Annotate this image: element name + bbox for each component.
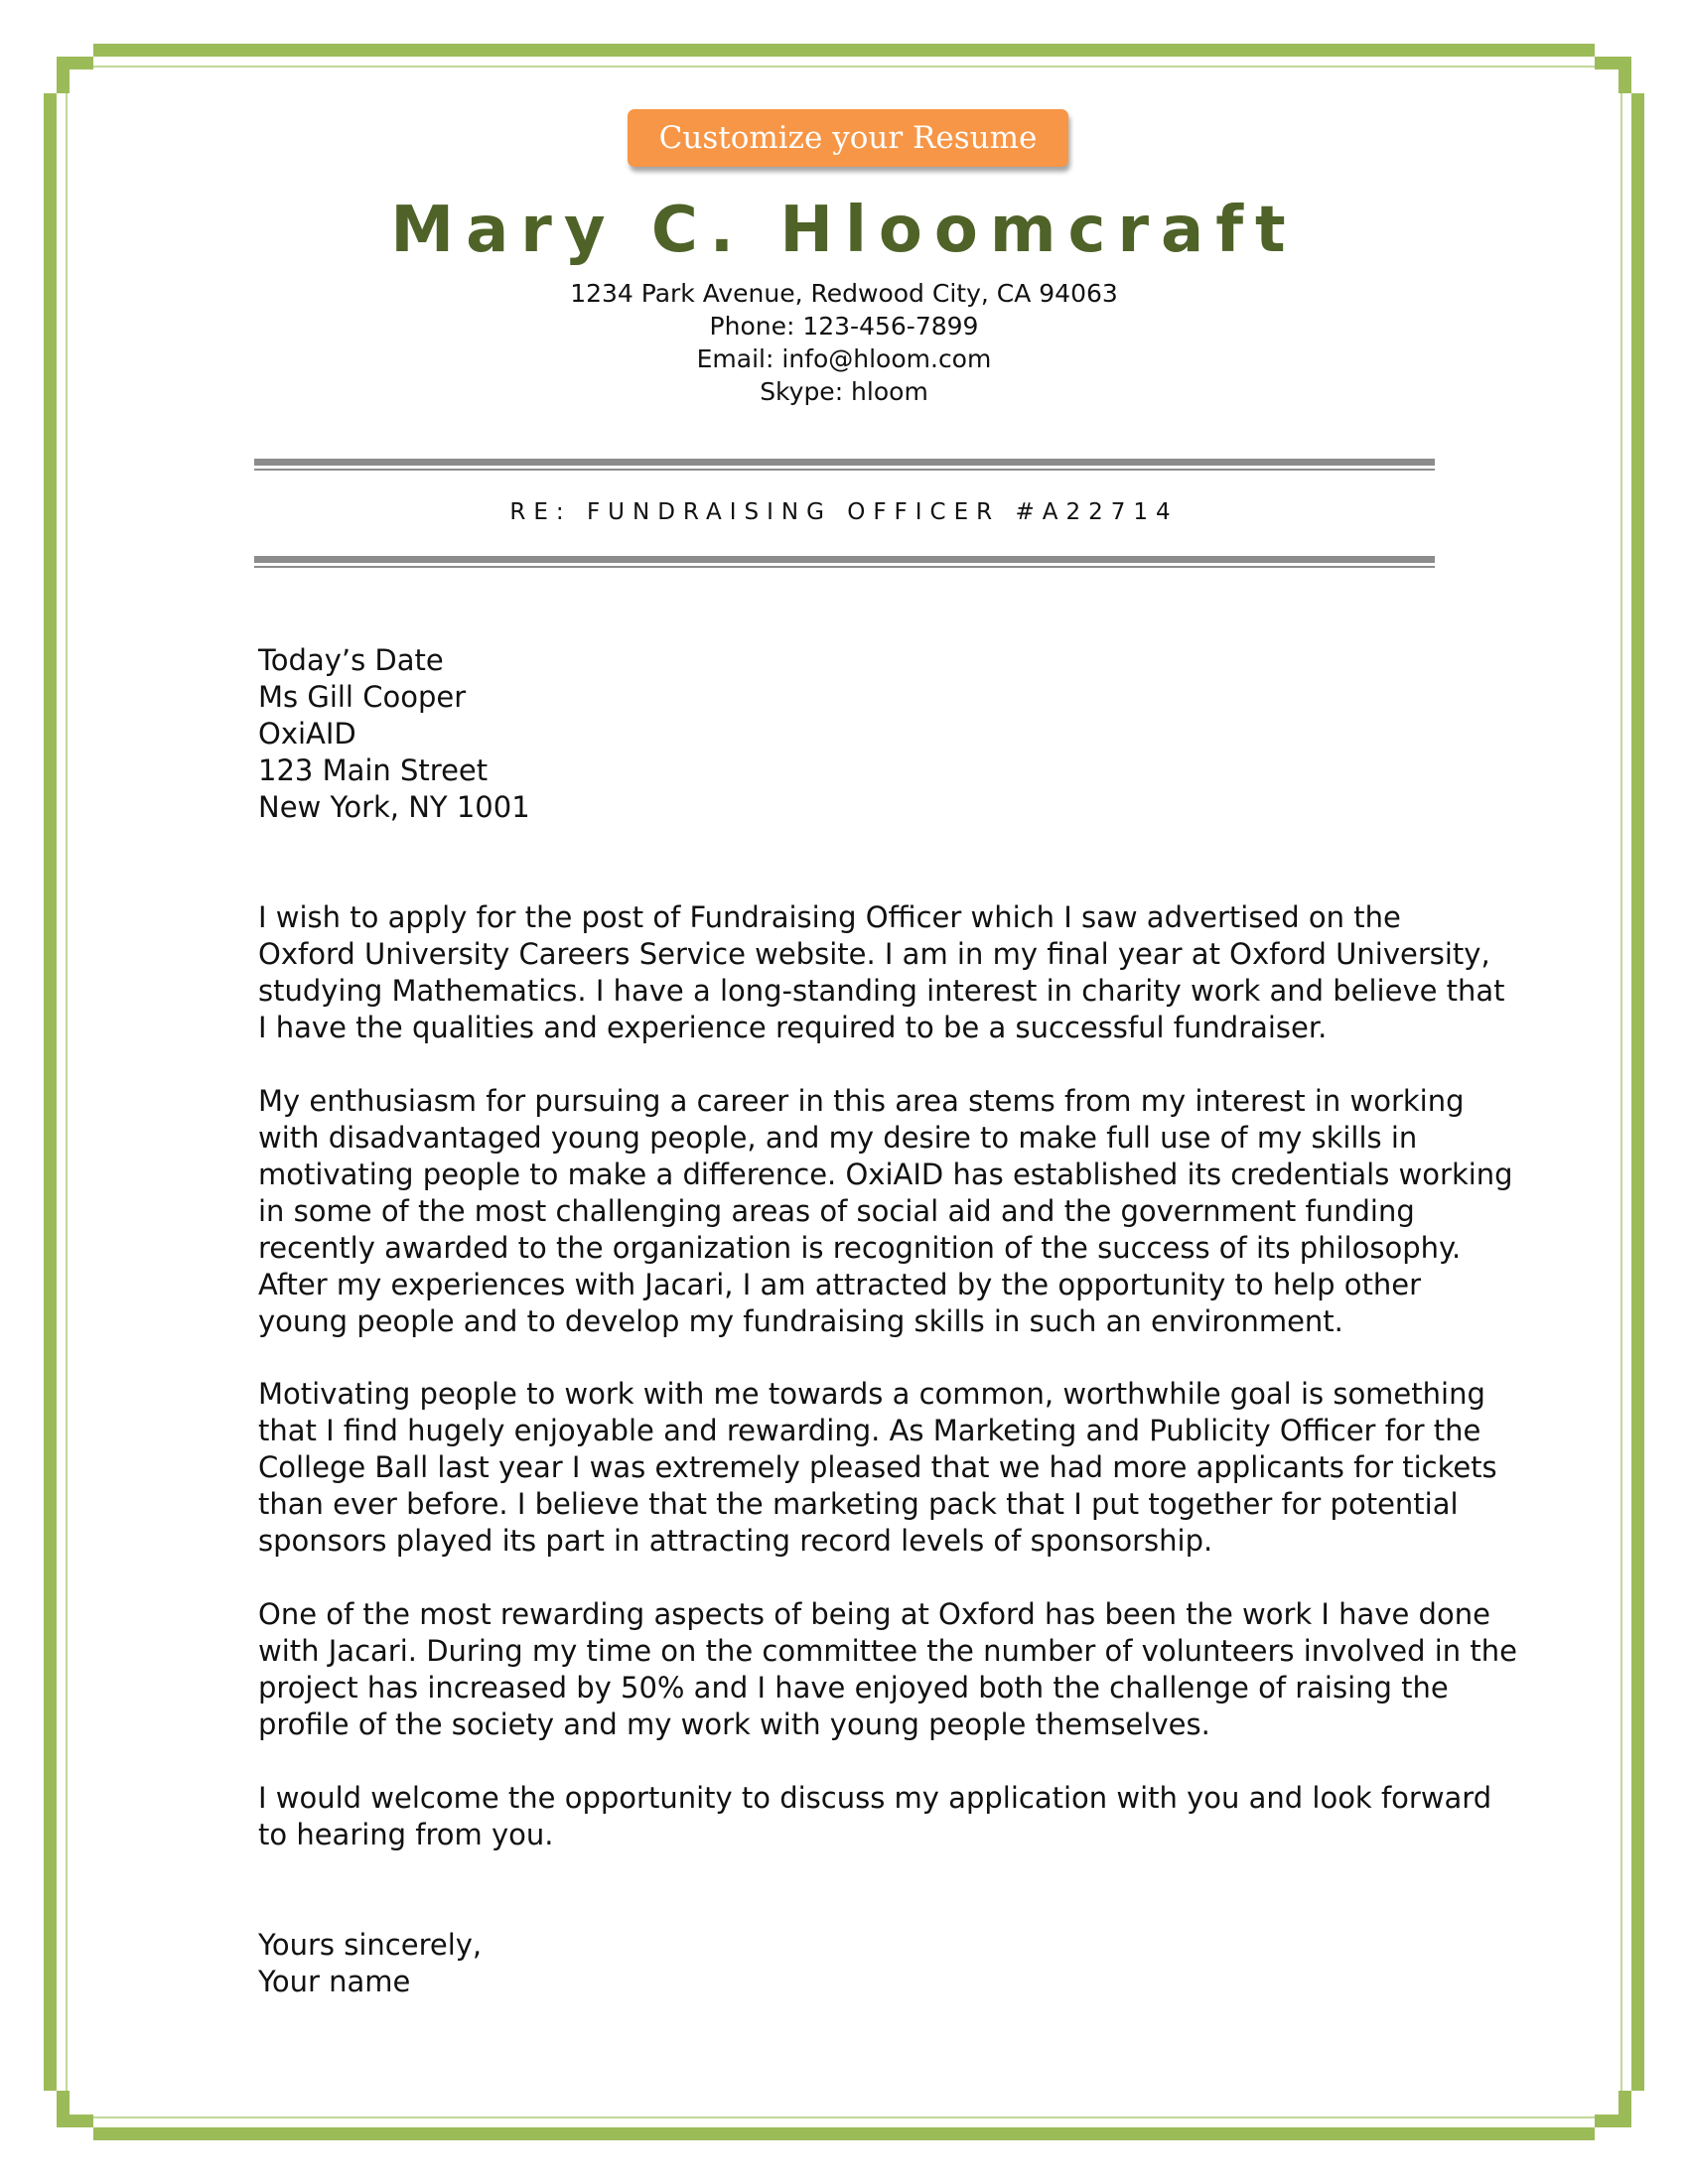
- closing-block: [258, 1927, 482, 2000]
- paragraph-line: My enthusiasm for pursuing a career in this area stems from my interest in working: [258, 1084, 1465, 1118]
- contact-phone: Phone: 123-456-7899: [709, 312, 979, 341]
- paragraph-line: in some of the most challenging areas of social aid and the government funding: [258, 1194, 1415, 1228]
- paragraph-line: I have the qualities and experience required to be a successful fundraiser.: [258, 1011, 1328, 1044]
- divider-bottom-thick: [254, 556, 1435, 563]
- paragraph-line: I wish to apply for the post of Fundraising Officer which I saw advertised on the: [258, 900, 1401, 934]
- re-line: RE: FUNDRAISING OFFICER #A22714: [509, 499, 1179, 525]
- divider-bottom-thin: [254, 566, 1435, 568]
- paragraph-line: that I find hugely enjoyable and rewarding. As Marketing and Publicity Officer for the: [258, 1414, 1481, 1447]
- paragraph-line: young people and to develop my fundraising skills in such an environment.: [258, 1304, 1343, 1338]
- paragraph-line: recently awarded to the organization is recognition of the success of its philosophy.: [258, 1231, 1462, 1265]
- paragraph-4: [258, 1596, 1517, 1743]
- corner-tl-b: [57, 57, 70, 93]
- paragraph-line: profile of the society and my work with young people themselves.: [258, 1707, 1210, 1741]
- paragraph-line: I would welcome the opportunity to discuss my application with you and look forward: [258, 1781, 1492, 1815]
- recipient-street: 123 Main Street: [258, 753, 489, 787]
- closing-signature: Your name: [258, 1965, 411, 1998]
- contact-email: Email: info@hloom.com: [696, 344, 992, 373]
- paragraph-5: [258, 1780, 1492, 1853]
- corner-bl-b: [57, 2091, 70, 2127]
- applicant-name: Mary C. Hloomcraft: [390, 194, 1298, 267]
- paragraph-3: [258, 1376, 1497, 1560]
- border-top: [93, 44, 1595, 57]
- contact-address: 1234 Park Avenue, Redwood City, CA 94063: [570, 279, 1118, 308]
- paragraph-line: One of the most rewarding aspects of being at Oxford has been the work I have done: [258, 1597, 1490, 1631]
- corner-br-b: [1618, 2091, 1631, 2127]
- paragraph-2: [258, 1083, 1513, 1340]
- paragraph-line: with Jacari. During my time on the committee the number of volunteers involved in the: [258, 1634, 1517, 1668]
- corner-tr-b: [1618, 57, 1631, 93]
- recipient-block: [258, 642, 530, 826]
- inner-line-bottom: [93, 2116, 1595, 2118]
- inner-line-top: [93, 66, 1595, 68]
- paragraph-line: After my experiences with Jacari, I am attracted by the opportunity to help other: [258, 1268, 1422, 1301]
- contact-skype: Skype: hloom: [760, 377, 928, 406]
- customize-resume-button[interactable]: Customize your Resume: [628, 109, 1068, 167]
- paragraph-line: with disadvantaged young people, and my desire to make full use of my skills in: [258, 1121, 1418, 1155]
- paragraph-line: than ever before. I believe that the marketing pack that I put together for potential: [258, 1487, 1459, 1521]
- closing-salutation: Yours sincerely,: [258, 1928, 483, 1962]
- recipient-city: New York, NY 1001: [258, 790, 530, 824]
- paragraph-line: Oxford University Careers Service website. I am in my final year at Oxford University,: [258, 937, 1490, 971]
- paragraph-line: to hearing from you.: [258, 1818, 554, 1851]
- letter-date: Today’s Date: [258, 643, 444, 677]
- divider-top-thin: [254, 469, 1435, 471]
- paragraph-line: motivating people to make a difference. OxiAID has established its credentials working: [258, 1158, 1513, 1191]
- paragraph-line: College Ball last year I was extremely pleased that we had more applicants for tickets: [258, 1450, 1497, 1484]
- paragraph-line: Motivating people to work with me towards a common, worthwhile goal is something: [258, 1377, 1485, 1411]
- paragraph-line: project has increased by 50% and I have enjoyed both the challenge of raising the: [258, 1671, 1449, 1705]
- paragraph-line: studying Mathematics. I have a long-standing interest in charity work and believe that: [258, 974, 1505, 1008]
- divider-top-thick: [254, 459, 1435, 466]
- paragraph-line: sponsors played its part in attracting record levels of sponsorship.: [258, 1524, 1213, 1558]
- recipient-name: Ms Gill Cooper: [258, 680, 467, 714]
- recipient-company: OxiAID: [258, 717, 356, 751]
- border-bottom: [93, 2127, 1595, 2140]
- paragraph-1: [258, 899, 1505, 1046]
